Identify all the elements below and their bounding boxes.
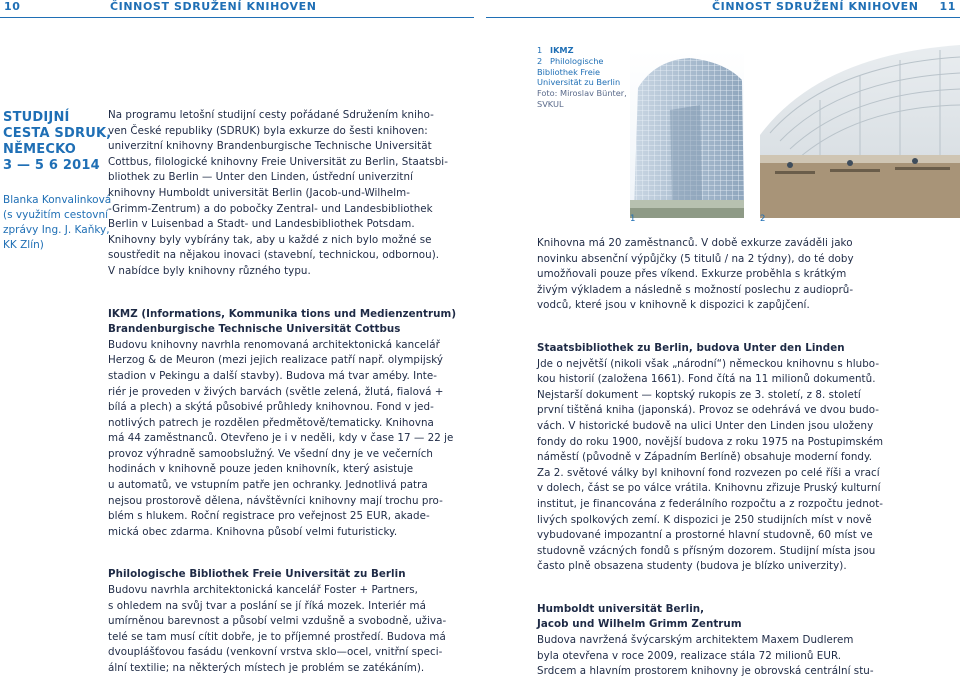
text-line: často plně obsazena studenty (budova je blízko univerzity). [537,560,847,573]
philologische-photo [760,45,960,218]
caption-number: 1 [537,45,543,55]
article-title-line: CESTA SDRUK, [3,126,112,141]
author-line: Blanka Konvalinková [3,194,112,206]
text-line: nejsou prostorově dělena, návštěvníci knihovny mají trochu pro- [108,494,443,507]
text-line: livých spolkových zemí. K dispozici je 250 studijních míst v nově [537,513,872,526]
article-title-line: STUDIJNÍ [3,110,70,125]
text-line: u automatů, ve vstupním patře jen ochranky. Jednotlivá patra [108,479,428,492]
text-line: stadion v Pekingu a další stavby). Budova má tvar améby. Inte- [108,369,438,382]
article-author [3,193,112,253]
text-line: telé se tam musí cítit dobře, je to příjemné prostředí. Budova má [108,630,446,643]
photo-number-1: 1 [630,214,636,224]
staatsbibliothek-section [537,341,884,575]
text-line: kou historií (založena 1661). Fond čítá na 11 milionů dokumentů. [537,373,876,386]
text-line: v dolech, část se po válce vrátila. Knihovnu zřizuje Pruský kulturní [537,482,881,495]
running-title-right: ČINNOST SDRUŽENÍ KNIHOVEN [712,0,919,13]
text-line: má 44 zaměstnanců. Otevřeno je i v neděli, kdy v čase 17 — 22 je [108,432,454,445]
text-line: hodinách v knihovně pouze jeden knihovník, který asistuje [108,463,414,476]
caption-text: Universität zu Berlin [537,77,621,88]
text-line: Budovu knihovny navrhla renomovaná architektonická kancelář [108,338,440,351]
section-heading: Jacob und Wilhelm Grimm Zentrum [537,618,742,631]
author-line: (s využitím cestovní [3,209,109,221]
running-title-left: ČINNOST SDRUŽENÍ KNIHOVEN [110,0,317,13]
page-number-right: 11 [939,0,956,13]
text-line: mická obec zdarma. Knihovna působí velmi futuristicky. [108,525,398,538]
text-line: bliothek zu Berlin — Unter den Linden, ústřední univerzitní [108,171,413,184]
text-line: notlivých patrech je rozdělen předmětově/tematicky. Knihovna [108,416,434,429]
philologische-continued [537,236,857,314]
photo-credit: Foto: Miroslav Bünter, [537,88,627,99]
text-line: umírněnou barevnost a působí velmi vzdušně a svobodně, uživa- [108,615,447,628]
text-line: s ohledem na svůj tvar a poslání se jí říká mozek. Interiér má [108,599,426,612]
body-column-right [537,236,884,680]
section-heading: Staatsbibliothek zu Berlin, budova Unter den Linden [537,341,845,354]
article-title [3,110,112,174]
text-line: Cottbus, filologické knihovny Freie Universität zu Berlin, Staatsbi- [108,155,448,168]
text-line: vybudované impozantní a prostorné hlavní studovně, 60 míst ve [537,529,873,542]
header-rule-right [486,17,960,18]
text-line: vodců, které jsou v knihovně k dispozici k zapůjčení. [537,299,810,312]
text-line: náměstí (původně v Západním Berlíně) obsahuje moderní fondy. [537,451,873,464]
text-line: institut, je financována z federálního rozpočtu a z rozpočtu jednot- [537,497,884,510]
intro-paragraph [108,108,448,280]
section-heading: Philologische Bibliothek Freie Universität zu Berlin [108,568,406,581]
text-line: Nejstarší dokument — koptský rukopis ze 3. století, z 8. století [537,388,861,401]
text-line: knihovny Humboldt universität Berlin (Jacob-und-Wilhelm- [108,186,411,199]
ikmz-photo [630,50,744,218]
text-line: dvouplášťovou fasádu (venkovní vrstva sklo—ocel, vnitřní speci- [108,646,443,659]
text-line: provoz výhradně samoobslužný. Ve všední dny je ve večerních [108,447,433,460]
section-heading: Brandenburgische Technische Universität Cottbus [108,323,401,336]
caption-text: Bibliothek Freie [537,66,601,77]
text-line: Za 2. světové války byl knihovní fond rozvezen po celé říši a vrací [537,466,880,479]
section-heading: Humboldt universität Berlin, [537,602,705,615]
humboldt-section [537,602,874,680]
text-line: vách. V historické budově na ulici Unter den Linden jsou uloženy [537,419,874,432]
header-rule-left [0,17,474,18]
text-line: ální textilie; na některých místech je problém se zatékáním). [108,662,425,674]
text-line: blém s hlukem. Roční registrace pro veřejnost 25 EUR, akade- [108,510,430,523]
text-line: Knihovna má 20 zaměstnanců. V době exkurze zaváděli jako [537,237,853,249]
text-line: novinku absenční výpůjčky (5 titulů / na 2 týdny), do té doby [537,252,854,265]
photo-credit: SVKUL [537,98,564,109]
text-line: Jde o největší (nikoli však „národní“) německou knihovnu s hlubo- [537,357,880,370]
text-line: byla otevřena v roce 2009, realizace stála 72 milionů EUR. [537,649,842,662]
ikmz-section [108,307,457,541]
text-line: soustředit na nějakou inovaci (stavební, technickou, odbornou). [108,249,440,262]
page-number-left: 10 [4,0,21,13]
text-line: první tištěná kniha (japonská). Provoz se odehrává ve dvou budo- [537,404,880,417]
section-heading: IKMZ (Informations, Kommunika tions und Medienzentrum) [108,307,457,320]
text-line: umožňovali pouze přes víkend. Exkurze proběhla s krátkým [537,268,847,281]
text-line: Budova navržená švýcarským architektem Maxem Dudlerem [537,634,854,647]
caption-number: 2 [537,55,543,66]
text-line: V nabídce byly knihovny různého typu. [108,264,311,277]
photo-number-2: 2 [760,214,766,224]
text-line: Srdcem a hlavním prostorem knihovny je obrovská centrální stu- [537,665,874,678]
text-line: univerzitní knihovny Brandenburgische Technische Universität [108,140,432,153]
text-line: živým výkladem a následně s možností poslechu z audioprů- [537,283,854,296]
text-line: Herzog & de Meuron (mezi jejich realizace patří např. olympijský [108,354,444,367]
text-line: -Grimm-Zentrum) a do pobočky Zentral- und Landesbibliothek [108,202,433,215]
author-line: KK Zlín) [3,239,44,251]
photo-caption [537,45,629,110]
text-line: Na programu letošní studijní cesty pořádané Sdružením kniho- [108,109,434,121]
caption-text: Philologische [550,55,604,66]
text-line: riér je proveden v živých barvách (světle zelená, žlutá, fialová + [108,385,444,398]
author-line: zprávy Ing. J. Kaňky, [3,224,110,236]
text-line: Knihovny byly vybírány tak, aby u každé z nich bylo možné se [108,233,432,246]
text-line: Berlin v Luisenbad a Stadt- und Landesbibliothek Potsdam. [108,218,415,231]
article-title-line: NĚMECKO [3,142,77,157]
text-line: bílá a plech) a skýtá působivé průhledy knihovnou. Fond v jed- [108,401,434,414]
text-line: studovně vzácných fondů s přísným dozorem. Studijní místa jsou [537,544,876,557]
philologische-section [108,567,447,676]
text-line: ven České republiky (SDRUK) byla exkurze do šesti knihoven: [108,124,428,137]
article-title-line: 3 — 5 6 2014 [3,158,100,173]
body-column-left [108,108,457,677]
text-line: fondy do roku 1900, novější budova z roku 1975 na Postupimském [537,435,884,448]
caption-text: IKMZ [550,45,574,55]
text-line: Budovu navrhla architektonická kancelář Foster + Partners, [108,584,418,597]
